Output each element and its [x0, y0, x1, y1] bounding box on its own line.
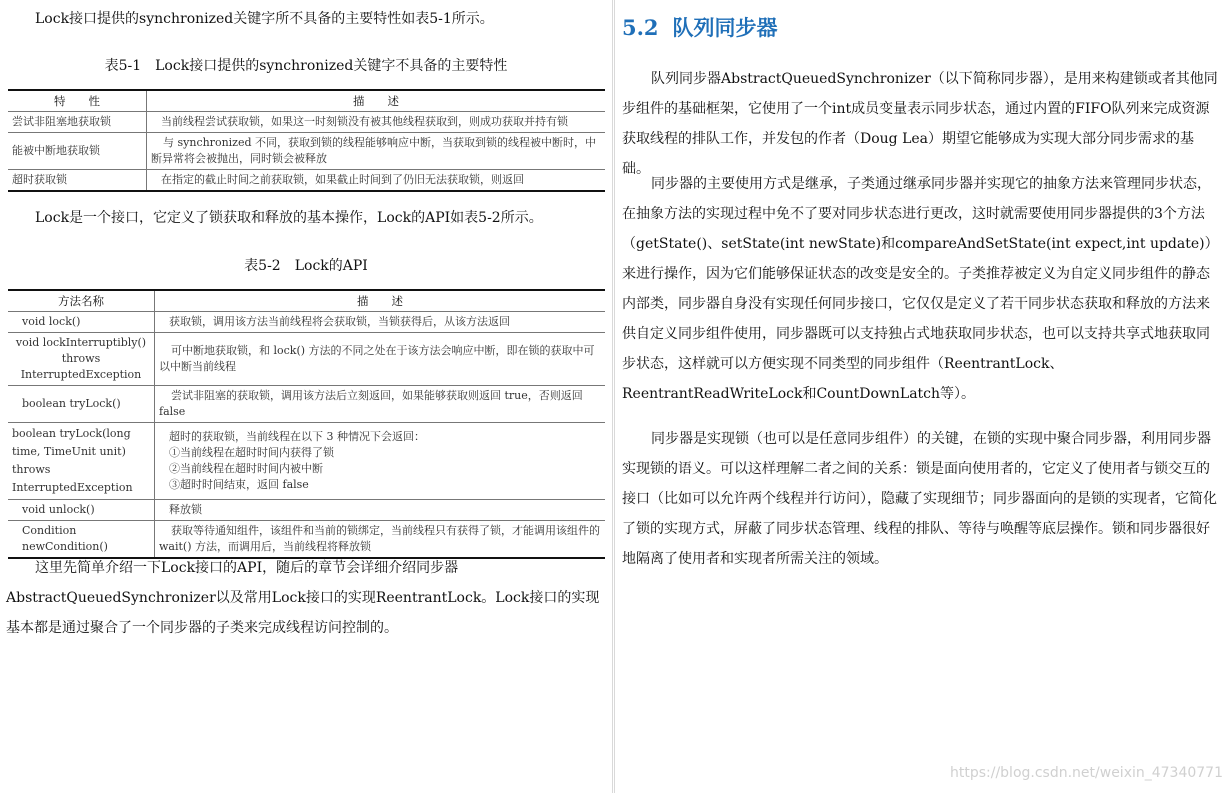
cell-description: 获取锁，调用该方法当前线程将会获取锁，当锁获得后，从该方法返回 — [155, 312, 606, 333]
paragraph-3: 同步器是实现锁（也可以是任意同步组件）的关键，在锁的实现中聚合同步器，利用同步器实现锁的语义。可以这样理解二者之间的关系：锁是面向使用者的，它定义了使用者与锁交互的接口（比如可以允许两个线程并行访问），隐藏了实现细节；同步器面向的是锁的实现者，它简化了锁的实现方式，屏蔽了同步状态管理、线程的排队、等待与唤醒等底层操作。锁和同步器很好地隔离了使用者和实现者所需关注的领域。 — [622, 431, 1217, 567]
cell-method: void lockInterruptibly() throws InterruptedException — [8, 333, 155, 386]
api-table — [8, 289, 605, 559]
table-row — [8, 423, 605, 500]
cell-description: 超时的获取锁，当前线程在以下 3 种情况下会返回： ①当前线程在超时时间内获得了锁 ②当前线程在超时时间内被中断 ③超时时间结束，返回 false — [155, 423, 606, 500]
cell-description: 在指定的截止时间之前获取锁，如果截止时间到了仍旧无法获取锁，则返回 — [147, 170, 606, 192]
table-row — [8, 133, 605, 170]
left-page — [0, 0, 613, 793]
cell-method: Condition newCondition() — [8, 521, 155, 559]
table2-caption: 表5-2 Lock的API — [244, 258, 368, 274]
mid-paragraph: Lock是一个接口，它定义了锁获取和释放的基本操作，Lock的API如表5-2所示。 — [35, 210, 543, 226]
table1-caption: 表5-1 Lock接口提供的synchronized关键字不具备的主要特性 — [104, 58, 508, 74]
cell-description: 可中断地获取锁，和 lock() 方法的不同之处在于该方法会响应中断，即在锁的获取中可以中断当前线程 — [155, 333, 606, 386]
header-description: 描 述 — [147, 90, 606, 112]
table-row — [8, 312, 605, 333]
cell-method: boolean tryLock(long time, TimeUnit unit) throws InterruptedException — [8, 423, 155, 500]
cell-method: boolean tryLock() — [8, 386, 155, 423]
cell-feature: 超时获取锁 — [8, 170, 147, 192]
right-page — [614, 0, 1230, 793]
outro-paragraph: 这里先简单介绍一下Lock接口的API，随后的章节会详细介绍同步器AbstractQueuedSynchronizer以及常用Lock接口的实现ReentrantLock。Lock接口的实现基本都是通过聚合了一个同步器的子类来完成线程访问控制的。 — [6, 560, 600, 636]
table-row — [8, 112, 605, 133]
header-feature: 特 性 — [8, 90, 147, 112]
cell-description: 获取等待通知组件，该组件和当前的锁绑定，当前线程只有获得了锁，才能调用该组件的 wait() 方法，而调用后，当前线程将释放锁 — [155, 521, 606, 559]
table-row — [8, 500, 605, 521]
cell-method: void unlock() — [8, 500, 155, 521]
section-title: 队列同步器 — [672, 15, 778, 40]
table-header-row — [8, 90, 605, 112]
section-heading — [622, 12, 792, 42]
cell-description: 与 synchronized 不同，获取到锁的线程能够响应中断，当获取到锁的线程被中断时，中断异常将会被抛出，同时锁会被释放 — [147, 133, 606, 170]
paragraph-1: 队列同步器AbstractQueuedSynchronizer（以下简称同步器），是用来构建锁或者其他同步组件的基础框架，它使用了一个int成员变量表示同步状态，通过内置的FIFO队列来完成资源获取线程的排队工作，并发包的作者（Doug Lea）期望它能够成为实现大部分同步需求的基础。 — [622, 71, 1218, 177]
feature-table — [8, 89, 605, 192]
table-header-row — [8, 290, 605, 312]
section-number: 5.2 — [622, 15, 659, 40]
cell-method: void lock() — [8, 312, 155, 333]
cell-description: 当前线程尝试获取锁，如果这一时刻锁没有被其他线程获取到，则成功获取并持有锁 — [147, 112, 606, 133]
watermark: https://blog.csdn.net/weixin_47340771 — [949, 765, 1223, 781]
cell-description: 释放锁 — [155, 500, 606, 521]
header-description: 描 述 — [155, 290, 606, 312]
header-method: 方法名称 — [8, 290, 155, 312]
table-row — [8, 333, 605, 386]
intro-paragraph: Lock接口提供的synchronized关键字所不具备的主要特性如表5-1所示。 — [35, 11, 494, 27]
table-row — [8, 170, 605, 192]
table-row — [8, 386, 605, 423]
paragraph-2: 同步器的主要使用方式是继承，子类通过继承同步器并实现它的抽象方法来管理同步状态，在抽象方法的实现过程中免不了要对同步状态进行更改，这时就需要使用同步器提供的3个方法（getState()、setState(int newState)和compareAndSetState(int expect,int update)）来进行操作，因为它们能够保证状态的改变是安全的。子类推荐被定义为自定义同步组件的静态内部类，同步器自身没有实现任何同步接口，它仅仅是定义了若干同步状态获取和释放的方法来供自定义同步组件使用，同步器既可以支持独占式地获取同步状态，也可以支持共享式地获取同步状态，这样就可以方便实现不同类型的同步组件（ReentrantLock、ReentrantReadWriteLock和CountDownLatch等）。 — [622, 176, 1212, 402]
cell-feature: 能被中断地获取锁 — [8, 133, 147, 170]
cell-description: 尝试非阻塞的获取锁，调用该方法后立刻返回，如果能够获取则返回 true，否则返回 false — [155, 386, 606, 423]
cell-feature: 尝试非阻塞地获取锁 — [8, 112, 147, 133]
